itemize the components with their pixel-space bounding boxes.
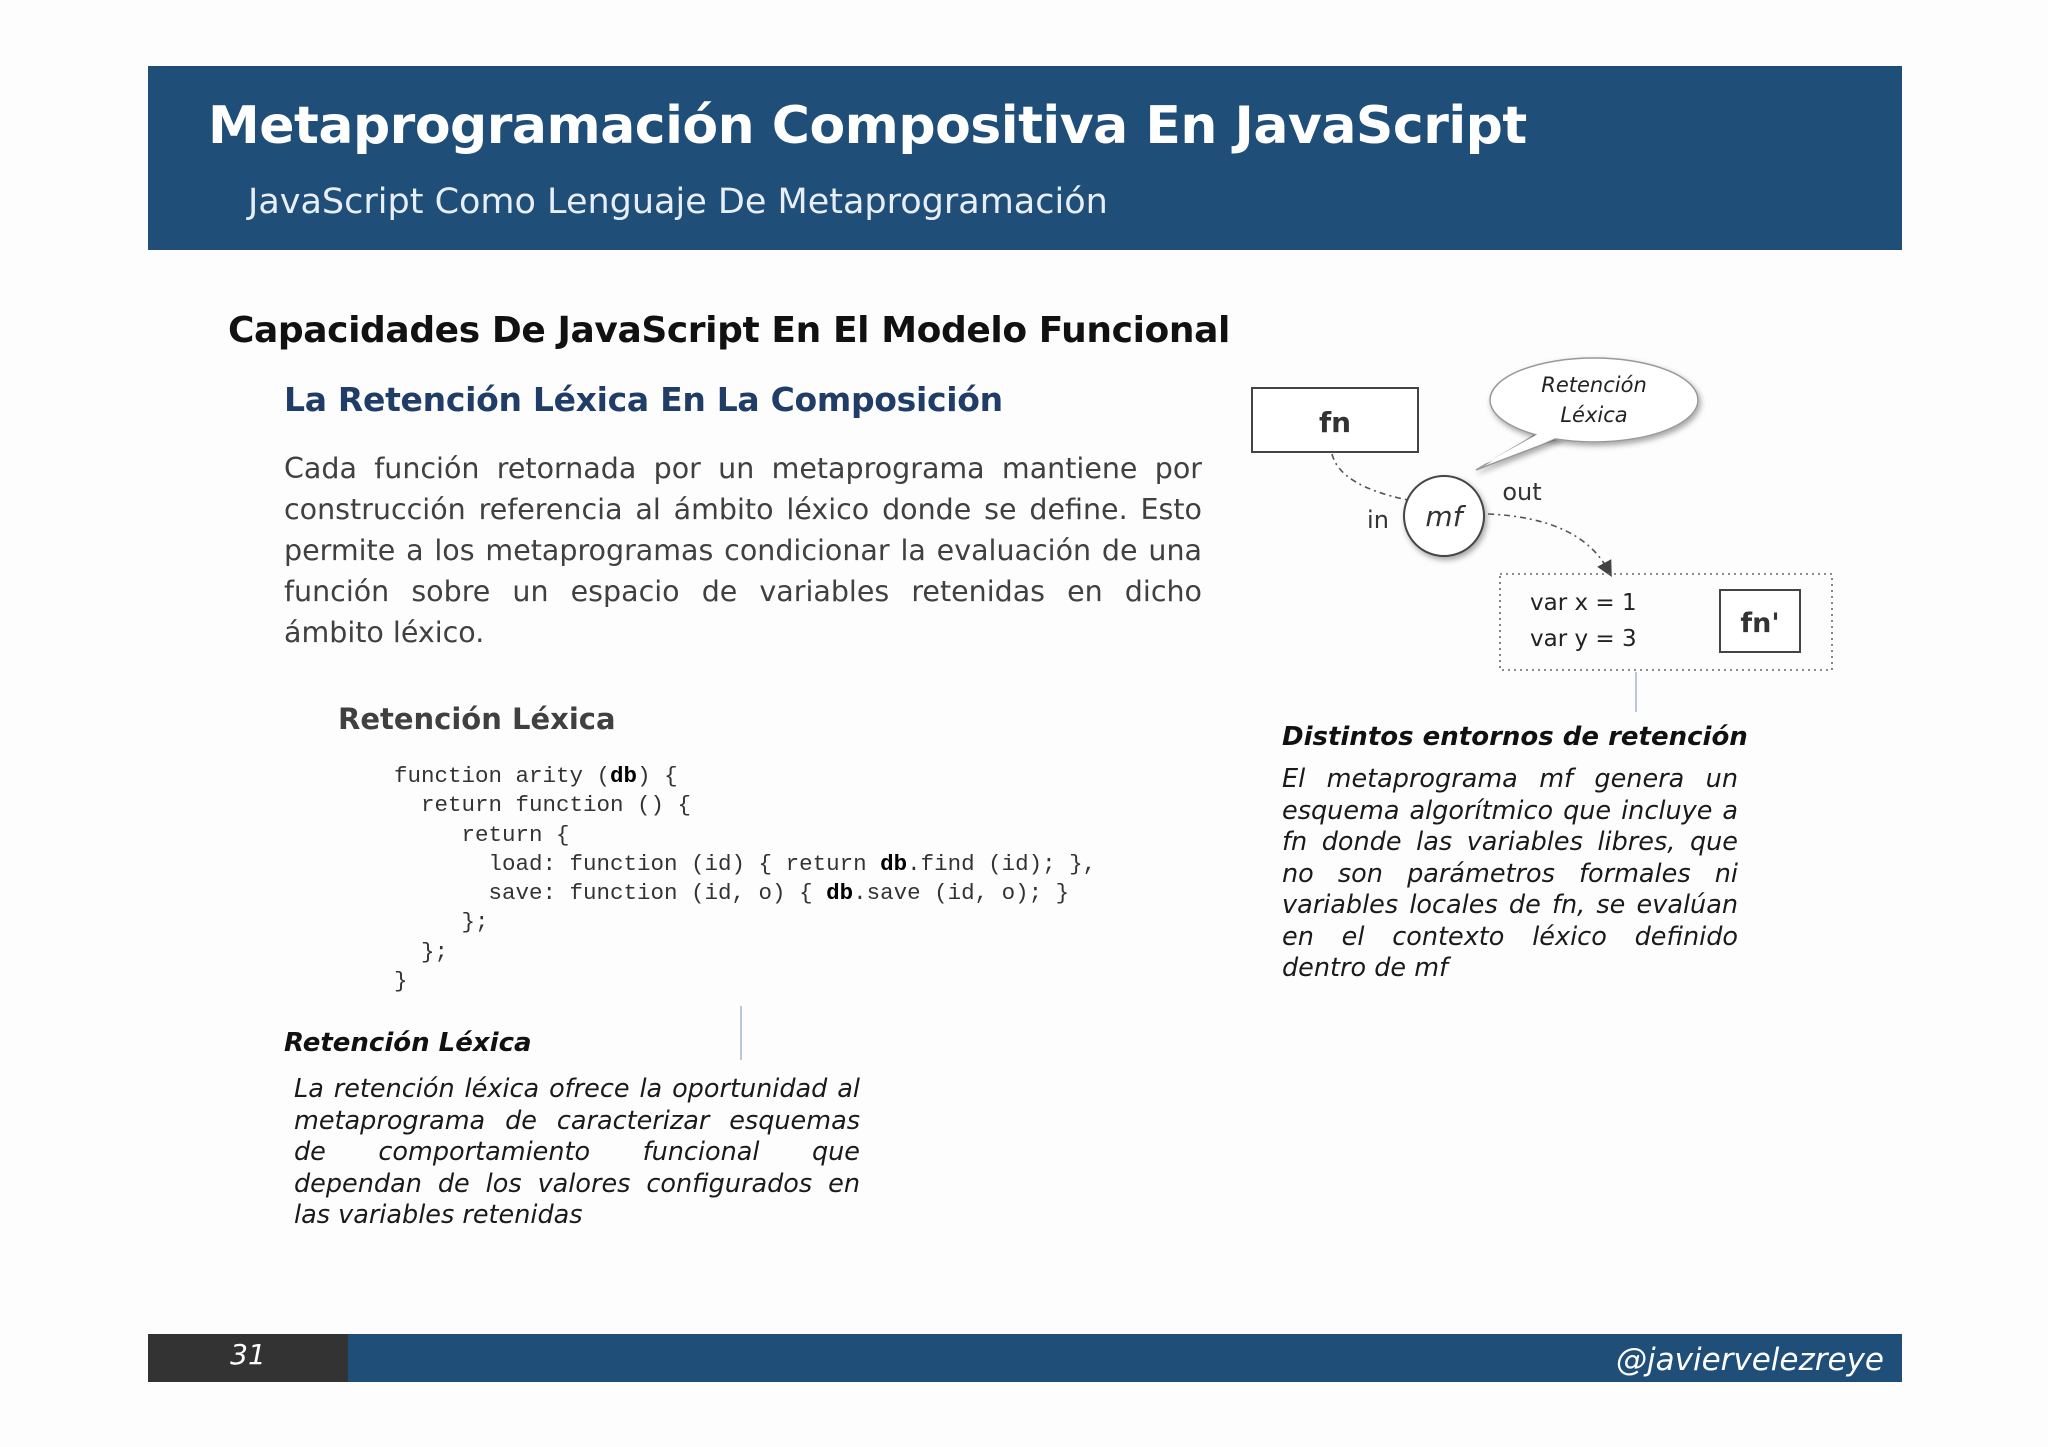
note-right-title: Distintos entornos de retención xyxy=(1282,722,1748,752)
page-number: 31 xyxy=(230,1338,266,1371)
fn-prime-label: fn' xyxy=(1740,608,1780,639)
section-title: Capacidades De JavaScript En El Modelo Funcional xyxy=(228,310,1230,351)
header-bar xyxy=(148,66,1902,250)
var-x: var x = 1 xyxy=(1530,590,1637,616)
slide-title: Metaprogramación Compositiva En JavaScript xyxy=(208,96,1527,156)
code-line: return function () { xyxy=(394,792,692,819)
retention-diagram xyxy=(1240,350,1840,720)
code-line: }; xyxy=(394,938,449,965)
code-line: save: function (id, o) { db.save (id, o); } xyxy=(394,880,1070,907)
note-left-title: Retención Léxica xyxy=(284,1028,532,1058)
code-line: return { xyxy=(394,821,570,848)
slide-subtitle: JavaScript Como Lenguaje De Metaprogramación xyxy=(248,182,1108,222)
code-block xyxy=(394,762,1096,996)
in-label: in xyxy=(1367,506,1389,534)
sub-title: La Retención Léxica En La Composición xyxy=(284,380,1003,419)
fn-label: fn xyxy=(1318,406,1352,439)
var-y: var y = 3 xyxy=(1530,626,1637,652)
note-left-text: La retención léxica ofrece la oportunidad al metaprograma de caracterizar esquemas de comportamiento funcional que dependan de los valores configurados en las variables retenidas xyxy=(294,1074,860,1230)
footer-page-box xyxy=(148,1334,348,1382)
callout-connector-left xyxy=(740,1006,742,1060)
code-block-title: Retención Léxica xyxy=(338,702,616,736)
bubble-line-2: Léxica xyxy=(1560,403,1628,427)
bubble-line-1: Retención xyxy=(1541,373,1647,397)
retention-bubble xyxy=(1476,358,1698,470)
out-arrow xyxy=(1488,514,1608,570)
in-arrow xyxy=(1332,454,1408,500)
code-line: function arity (db) { xyxy=(394,763,678,789)
footer-bar xyxy=(348,1334,1902,1382)
note-right-text: El metaprograma mf genera un esquema algorítmico que incluye a fn donde las variables libres, que no son parámetros formales ni variables locales de fn, se evalúan en el contexto léxico definido dentro de mf xyxy=(1282,764,1738,983)
code-line: } xyxy=(394,968,408,995)
author-handle: @javiervelezreye xyxy=(1616,1342,1884,1378)
code-line: load: function (id) { return db.find (id); }, xyxy=(394,850,1097,877)
body-paragraph: Cada función retornada por un metaprograma mantiene por construcción referencia al ámbito léxico donde se define. Esto permite a los metaprogramas condicionar la evaluación de una función sobre un espacio de variables retenidas en dicho ámbito léxico. xyxy=(284,452,1202,649)
out-label: out xyxy=(1502,478,1542,506)
mf-label: mf xyxy=(1425,500,1463,533)
code-line: }; xyxy=(394,909,489,936)
